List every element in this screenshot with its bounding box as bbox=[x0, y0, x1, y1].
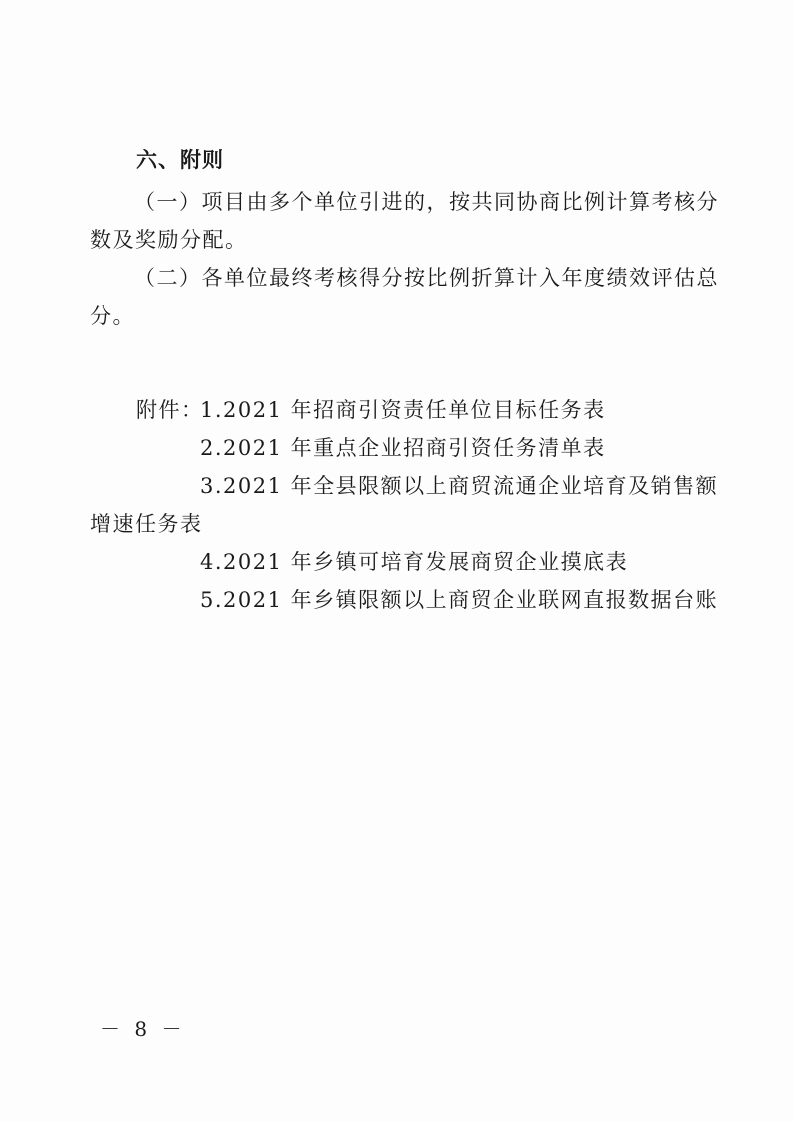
attachment-item-2: 2.2021 年重点企业招商引资任务清单表 bbox=[200, 436, 606, 460]
page-number: － 8 － bbox=[100, 1017, 186, 1041]
attachment-item-3-line-2: 增速任务表 bbox=[90, 512, 203, 536]
attachment-item-5: 5.2021 年乡镇限额以上商贸企业联网直报数据台账 bbox=[200, 588, 719, 612]
clause-1-line-1: （一）项目由多个单位引进的，按共同协商比例计算考核分 bbox=[134, 190, 719, 214]
attachment-item-1: 1.2021 年招商引资责任单位目标任务表 bbox=[200, 398, 606, 422]
attachment-item-3-line-1: 3.2021 年全县限额以上商贸流通企业培育及销售额 bbox=[200, 474, 719, 498]
attachments-label: 附件： bbox=[136, 398, 204, 422]
section-heading: 六、附则 bbox=[136, 148, 224, 172]
attachment-item-4: 4.2021 年乡镇可培育发展商贸企业摸底表 bbox=[200, 550, 629, 574]
clause-2-line-1: （二）各单位最终考核得分按比例折算计入年度绩效评估总 bbox=[134, 266, 719, 290]
clause-2-line-2: 分。 bbox=[90, 304, 135, 328]
clause-1-line-2: 数及奖励分配。 bbox=[90, 228, 248, 252]
